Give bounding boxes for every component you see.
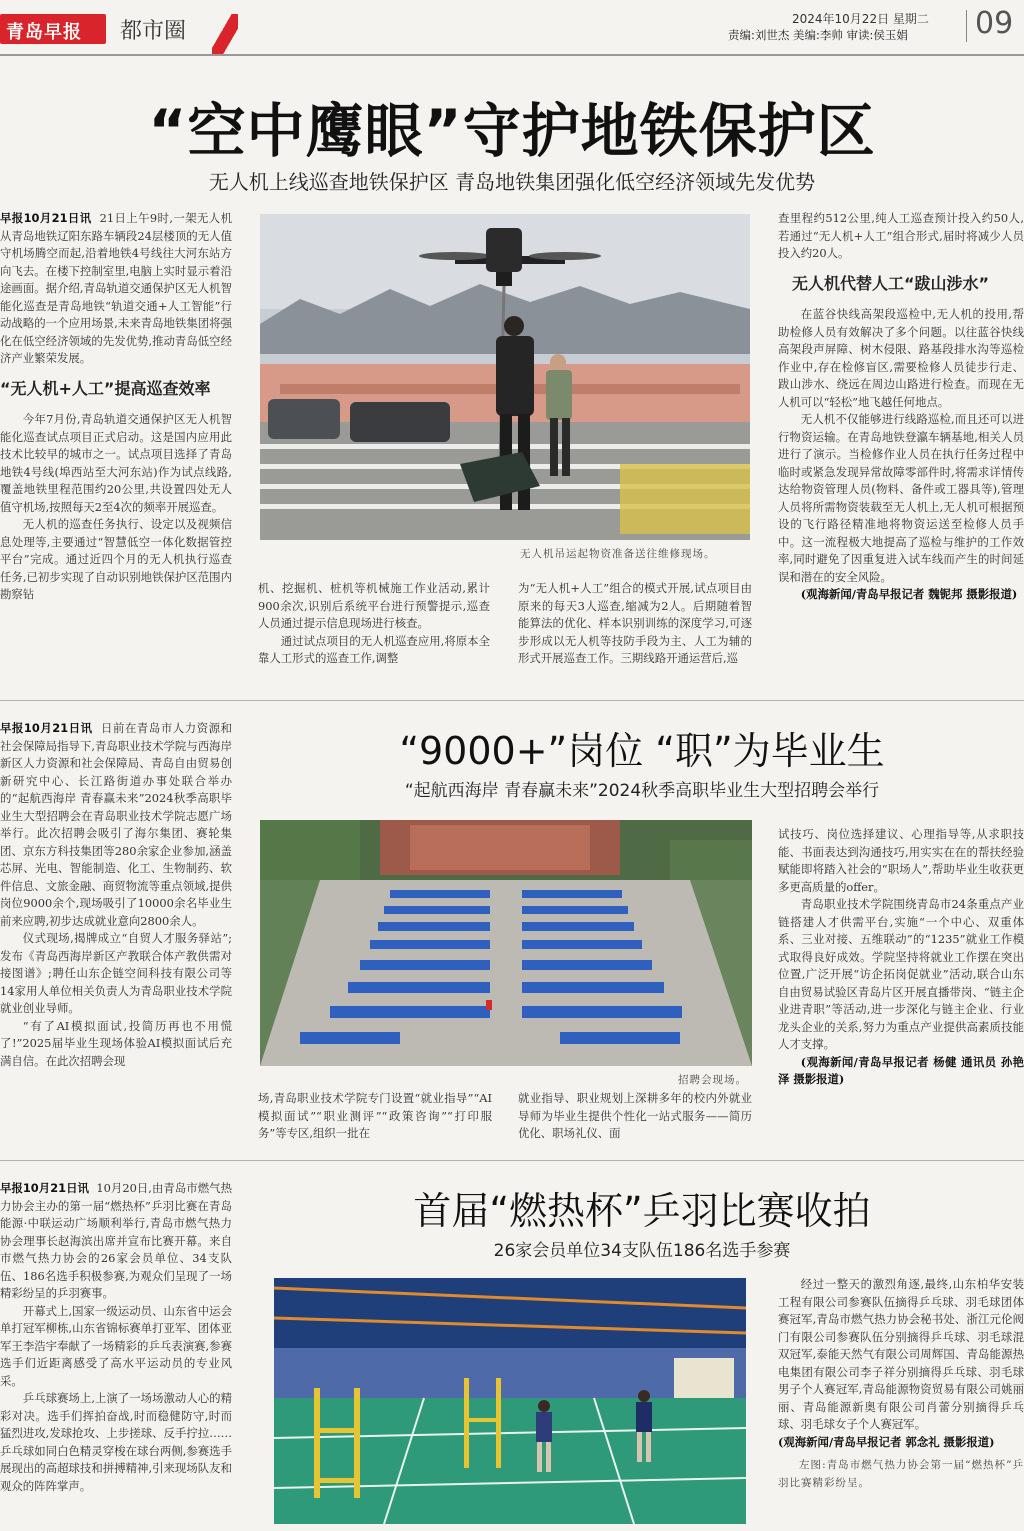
section-name: 都市圈 bbox=[120, 19, 187, 44]
paragraph: 通过试点项目的无人机巡查应用,将原本全靠人工形式的巡查工作,调整 bbox=[258, 633, 490, 665]
paragraph: 经过一整天的激烈角逐,最终,山东柏华安装工程有限公司参赛队伍摘得乒乓球、羽毛球团体赛冠军,青岛市燃气热力协会秘书处、浙江元伦阀门有限公司参赛队伍分别摘得乒乓球、羽毛球混双冠军,泰能天然气有限公司周辉国、青岛能源热电集团有限公司李子祥分别摘得乒乓球、羽毛球男子个人赛冠军,青岛能源物资贸易有限公司姚丽丽、青岛能源新奥有限公司肖蕾分别摘得乒乓球、羽毛球女子个人赛冠军。 bbox=[778, 1277, 1024, 1431]
paragraph: 为“无人机+人工”组合的模式开展,试点项目由原来的每天3人巡查,缩减为2人。后期随着智能算法的优化、样本识别训练的深度学习,可逐步形成以无人机等技防手段为主、人工为辅的形式开展巡查工作。三期线路开通运营后,巡 bbox=[518, 581, 752, 665]
paragraph: 无人机不仅能够进行线路巡检,而且还可以进行物资运输。在青岛地铁登瀛车辆基地,相关人员进行了演示。当检修作业人员在执行任务过程中临时或紧急发现异常故障零部件时,将需求详情传达给物资管理人员(物料、备件或工器具等),管理人员将所需物资装载至无人机上,无人机可根据预设的飞行路径精准地将物资运送至检修人员手中。这一流程极大地提高了巡检与维护的工作效率,同时避免了因重复进入试车线而产生的时间延误和潜在的安全风险。 bbox=[778, 412, 1024, 584]
article1-col3 bbox=[518, 580, 752, 686]
photo-caption: 左图:青岛市燃气热力协会第一届“燃热杯”乒羽比赛精彩纷呈。 bbox=[778, 1459, 1024, 1489]
article-divider bbox=[0, 700, 1024, 701]
header-divider bbox=[966, 10, 967, 42]
dateline: 早报10月21日讯 bbox=[0, 1181, 89, 1195]
article1-headline: “空中鹰眼”守护地铁保护区 bbox=[148, 97, 876, 165]
article2-col3 bbox=[518, 1090, 752, 1144]
photo-credit: (观海新闻/青岛早报记者 杨健 通讯员 孙艳泽 摄影报道) bbox=[778, 1054, 1024, 1086]
page-number: 09 bbox=[975, 6, 1014, 41]
drone-illustration bbox=[260, 214, 750, 540]
paragraph: 10月20日,由青岛市燃气热力协会主办的第一届“燃热杯”乒羽比赛在青岛能源·中联运动广场顺利举行,青岛市燃气热力协会理事长赵海滨出席并宣布比赛开幕。来自市燃气热力协会的26家会员单位、34支队伍、186名选手积极参赛,为观众们呈现了一场精彩纷呈的乒羽赛事。 bbox=[0, 1181, 232, 1300]
article2-col1 bbox=[0, 720, 232, 1144]
masthead bbox=[0, 0, 1024, 56]
paragraph: 日前在青岛市人力资源和社会保障局指导下,青岛职业技术学院与西海岸新区人力资源和社会保障局、青岛自由贸易创新研究中心、长江路街道办事处联合举办的“起航西海岸 青春赢未来”2024秋季高职毕业生大型招聘会在青岛职业技术学院志愿广场举行。此次招聘会吸引了海尔集团、赛轮集团、京东方科技集团等280余家企业参加,涵盖芯屏、光电、智能制造、化工、生物制药、软件信息、文旅金融、商贸物流等重点领域,提供岗位9000余个,现场吸引了10000余名毕业生前来应聘,初步达成就业意向2800余人。 bbox=[0, 721, 232, 928]
sports-illustration bbox=[274, 1278, 746, 1524]
article1-col2 bbox=[258, 580, 490, 686]
paragraph: 查里程约512公里,纯人工巡查预计投入约50人,若通过“无人机+人工”组合形式,届时将减少人员投入约20人。 bbox=[778, 211, 1024, 260]
article2-col2 bbox=[258, 1090, 492, 1144]
paragraph: 今年7月份,青岛轨道交通保护区无人机智能化巡查试点项目正式启动。这是国内应用此技术比较早的城市之一。试点项目选择了青岛地铁4号线(埠西站至大河东站)作为试点线路,覆盖地铁里程范围约20公里,共设置四处无人值守机场,按照每天2至4次的频率开展巡查。 bbox=[0, 412, 232, 514]
paragraph: 就业指导、职业规划上深耕多年的校内外就业导师为毕业生提供个性化一站式服务——简历优化、职场礼仪、面 bbox=[518, 1091, 752, 1140]
section-accent bbox=[212, 14, 238, 54]
article2-headline: “9000+”岗位 “职”为毕业生 bbox=[399, 729, 885, 773]
paragraph: 机、挖掘机、桩机等机械施工作业活动,累计900余次,识别后系统平台进行预警提示,巡查人员通过提示信息现场进行核查。 bbox=[258, 581, 490, 630]
paragraph: 乒乓球赛场上,上演了一场场激动人心的精彩对决。选手们挥拍奋战,时而稳健防守,时而猛烈进攻,发球抢攻、上步搓球、反手拧拉……乒乓球如同白色精灵穿梭在球台两侧,参赛选手展现出的高超球技和拼搏精神,引来现场队友和观众的阵阵掌声。 bbox=[0, 1391, 232, 1493]
brand-name: 青岛早报 bbox=[6, 22, 82, 43]
paragraph: “有了AI模拟面试,投简历再也不用慌了!”2025届毕业生现场体验AI模拟面试后充满自信。在此次招聘会现 bbox=[0, 1018, 232, 1068]
job-fair-illustration bbox=[260, 820, 752, 1066]
subheading: 无人机代替人工“跋山涉水” bbox=[792, 273, 990, 293]
dateline: 早报10月21日讯 bbox=[0, 211, 92, 225]
subheading: “无人机+人工”提高巡查效率 bbox=[0, 378, 211, 398]
paragraph: 仪式现场,揭牌成立“自贸人才服务驿站”;发布《青岛西海岸新区产教联合体产教供需对接图谱》;聘任山东企链空间科技有限公司等14家用人单位相关负责人为青岛职业技术学院就业创业导师。 bbox=[0, 931, 232, 1015]
sports-photo bbox=[274, 1278, 746, 1524]
article1-subhead: 无人机上线巡查地铁保护区 青岛地铁集团强化低空经济领域先发优势 bbox=[208, 170, 816, 194]
photo-credit: (观海新闻/青岛早报记者 郭念礼 摄影报道) bbox=[778, 1434, 995, 1449]
brand-logo bbox=[0, 14, 106, 44]
editors-line: 责编:刘世杰 美编:李帅 审读:侯玉娟 bbox=[728, 28, 908, 42]
article2-subhead: “起航西海岸 青春赢未来”2024秋季高职毕业生大型招聘会举行 bbox=[404, 781, 880, 801]
article2-col4 bbox=[778, 826, 1024, 1146]
article3-subhead: 26家会员单位34支队伍186名选手参赛 bbox=[493, 1241, 791, 1261]
job-fair-photo bbox=[260, 820, 752, 1066]
paragraph: 试技巧、岗位选择建议、心理指导等,从求职技能、书面表达到沟通技巧,用实实在在的帮扶经验赋能即将踏入社会的“职场人”,帮助毕业生收获更多更高质量的offer。 bbox=[778, 827, 1024, 894]
article1-col1 bbox=[0, 210, 232, 686]
photo-caption: 招聘会现场。 bbox=[678, 1074, 747, 1086]
header-rule bbox=[0, 54, 1024, 56]
article1-col4 bbox=[778, 210, 1024, 688]
drone-photo bbox=[260, 214, 750, 540]
dateline: 早报10月21日讯 bbox=[0, 721, 93, 735]
paragraph: 21日上午9时,一架无人机从青岛地铁辽阳东路车辆段24层楼顶的无人值守机场腾空而起,沿着地铁4号线往大河东站方向飞去。在楼下控制室里,电脑上实时显示着沿途画面。据介绍,青岛轨道交通保护区无人机智能化巡查是青岛地铁“轨道交通+人工智能”行动战略的一个应用场景,未来青岛地铁集团将强化在低空经济领域的先发优势,推动青岛低空经济产业繁荣发展。 bbox=[0, 211, 232, 365]
article3-col1 bbox=[0, 1180, 232, 1528]
photo-credit: (观海新闻/青岛早报记者 魏铌邦 摄影报道) bbox=[800, 587, 1018, 601]
paragraph: 场,青岛职业技术学院专门设置“就业指导”“AI模拟面试”“职业测评”“政策咨询”“打印服务”等专区,组织一批在 bbox=[258, 1091, 492, 1140]
paragraph: 青岛职业技术学院围绕青岛市24条重点产业链搭建人才供需平台,实施“一个中心、双重体系、三业对接、五维联动”的“1235”就业工作模式取得良好成效。学院坚持将就业工作摆在突出位置,广泛开展“访企拓岗促就业”活动,联合山东自由贸易试验区青岛片区开展直播带岗、“链主企业进青职”等活动,进一步深化与链主企业、行业龙头企业的关系,努力为重点产业提供高素质技能人才支撑。 bbox=[778, 897, 1024, 1051]
article3-headline: 首届“燃热杯”乒羽比赛收拍 bbox=[413, 1189, 871, 1233]
paragraph: 无人机的巡查任务执行、设定以及视频信息处理等,主要通过“智慧低空一体化数据管控平台”完成。通过近四个月的无人机执行巡查任务,已初步实现了自动识别地铁保护区范围内勘察钻 bbox=[0, 517, 232, 601]
paragraph: 在蓝谷快线高架段巡检中,无人机的投用,帮助检修人员有效解决了多个问题。以往蓝谷快线高架段声屏障、树木侵限、路基段排水沟等巡检作业中,存在检修盲区,需要检修人员徒步行走、跋山涉水、绕远在周边山路进行检查。而现在无人机可以“轻松”地飞越任何地点。 bbox=[778, 307, 1024, 409]
article-divider bbox=[0, 1160, 1024, 1161]
issue-date: 2024年10月22日 星期二 bbox=[792, 12, 929, 26]
article3-col4 bbox=[778, 1276, 1024, 1530]
paragraph: 开幕式上,国家一级运动员、山东省中运会单打冠军柳栋,山东省锦标赛单打亚军、团体亚军王李浩宇奉献了一场精彩的乒乓表演赛,参赛选手们近距离感受了高水平运动员的专业风采。 bbox=[0, 1303, 232, 1388]
photo-caption: 无人机吊运起物资准备送往维修现场。 bbox=[520, 548, 716, 560]
